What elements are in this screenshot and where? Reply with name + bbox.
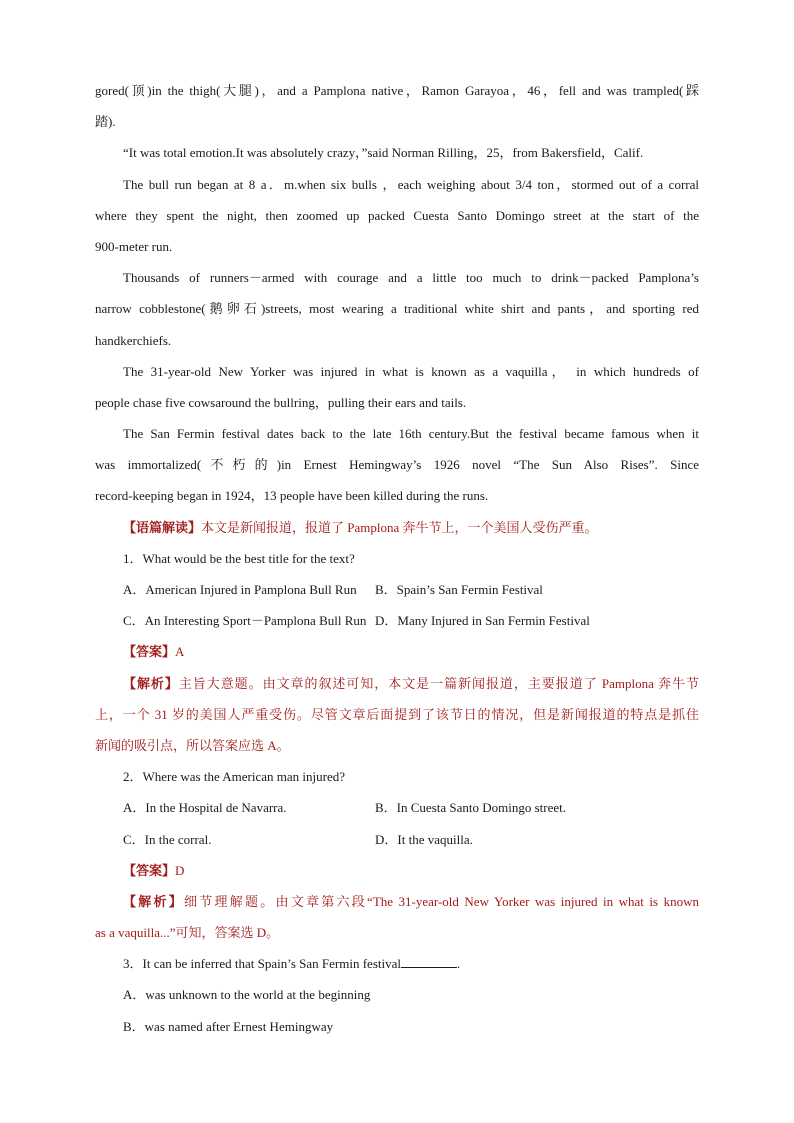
question-1-stem: 1．What would be the best title for the text? <box>123 550 355 566</box>
passage-line: Thousands of runners－armed with courage and a little too much to drink－packed Pamplona’s <box>123 270 699 286</box>
explanation-text: 细节理解题。由文章第六段“The 31-year-old New Yorker was injured in what is known <box>184 893 699 909</box>
answer-value: A <box>175 644 185 660</box>
discourse-analysis-label: 【语篇解读】 <box>123 519 202 535</box>
question-2-option-c: C．In the corral. <box>123 831 212 847</box>
question-1-options-row <box>95 574 699 605</box>
question-1-option-d: D．Many Injured in San Fermin Festival <box>375 613 590 629</box>
passage-line: narrow cobblestone(鹅卵石)streets, most wearing a traditional white shirt and pants，and sporting red <box>95 301 699 317</box>
question-1-option-b: B．Spain’s San Fermin Festival <box>375 582 543 597</box>
passage-line: The 31-year-old New Yorker was injured in what is known as a vaquilla， in which hundreds of <box>123 363 699 379</box>
question-2-option-d: D．It the vaquilla. <box>375 831 473 847</box>
question-1-explanation-line: 新闻的吸引点，所以答案应选 A。 <box>95 737 290 753</box>
question-2-explanation <box>95 886 699 917</box>
question-2-option-a: A．In the Hospital de Navarra. <box>123 800 287 816</box>
question-3-option-b: B．was named after Ernest Hemingway <box>123 1018 334 1034</box>
answer-label: 【答案】 <box>123 644 176 660</box>
answer-blank <box>401 951 457 968</box>
passage-line: where they spent the night, then zoomed up packed Cuesta Santo Domingo street at the start of the <box>95 207 699 223</box>
explanation-label: 【解析】 <box>123 893 185 909</box>
question-1-answer <box>95 636 699 667</box>
question-3-option-a: A．was unknown to the world at the beginning <box>123 987 371 1003</box>
passage-line: handkerchiefs. <box>95 332 172 348</box>
question-3-stem-text: 3．It can be inferred that Spain’s San Fermin festival <box>123 956 401 972</box>
answer-value: D <box>175 862 185 878</box>
question-1-explanation <box>95 668 699 699</box>
passage-line: The bull run began at 8 a．m.when six bulls ，each weighing about 3/4 ton，stormed out of a corral <box>123 176 699 192</box>
passage-line: 踏). <box>95 114 116 130</box>
passage-line: record-keeping began in 1924，13 people have been killed during the runs. <box>95 488 489 504</box>
question-3-stem-end: . <box>456 956 461 972</box>
passage-line: “It was total emotion.It was absolutely crazy，”said Norman Rilling，25，from Bakersfield，Calif. <box>123 145 644 161</box>
question-1-options-row <box>95 605 699 636</box>
question-2-explanation-line: as a vaquilla...”可知，答案选 D。 <box>95 925 280 941</box>
question-1-option-c: C．An Interesting Sport－Pamplona Bull Run <box>123 613 367 629</box>
question-2-options-row <box>95 792 699 823</box>
passage-line: gored(顶)in the thigh(大腿)，and a Pamplona native，Ramon Garayoa，46，fell and was trampled(踩 <box>95 83 699 98</box>
passage-line: was immortalized(不朽的)in Ernest Hemingway’s 1926 novel “The Sun Also Rises”. Since <box>95 457 699 473</box>
question-2-stem: 2．Where was the American man injured? <box>123 769 345 785</box>
question-1-option-a: A．American Injured in Pamplona Bull Run <box>123 582 357 597</box>
discourse-analysis-text: 本文是新闻报道，报道了 Pamplona 奔牛节上，一个美国人受伤严重。 <box>201 519 598 535</box>
question-2-answer <box>95 855 699 886</box>
document-page <box>95 75 699 1042</box>
question-2-options-row <box>95 824 699 855</box>
question-3-stem <box>95 948 699 979</box>
explanation-text: 主旨大意题。由文章的叙述可知，本文是一篇新闻报道，主要报道了 Pamplona 奔牛节 <box>178 675 699 691</box>
answer-label: 【答案】 <box>123 862 176 878</box>
passage-line: The San Fermin festival dates back to the late 16th century.But the festival became famous when it <box>123 426 699 442</box>
passage-line: 900-meter run. <box>95 238 173 254</box>
question-2-option-b: B．In Cuesta Santo Domingo street. <box>375 800 567 816</box>
explanation-label: 【解析】 <box>123 675 179 691</box>
passage-line: people chase five cowsaround the bullring，pulling their ears and tails. <box>95 394 467 410</box>
discourse-analysis <box>95 512 699 543</box>
question-1-explanation-line: 上，一个 31 岁的美国人严重受伤。尽管文章后面提到了该节日的情况，但是新闻报道的特点是抓住 <box>95 706 699 722</box>
